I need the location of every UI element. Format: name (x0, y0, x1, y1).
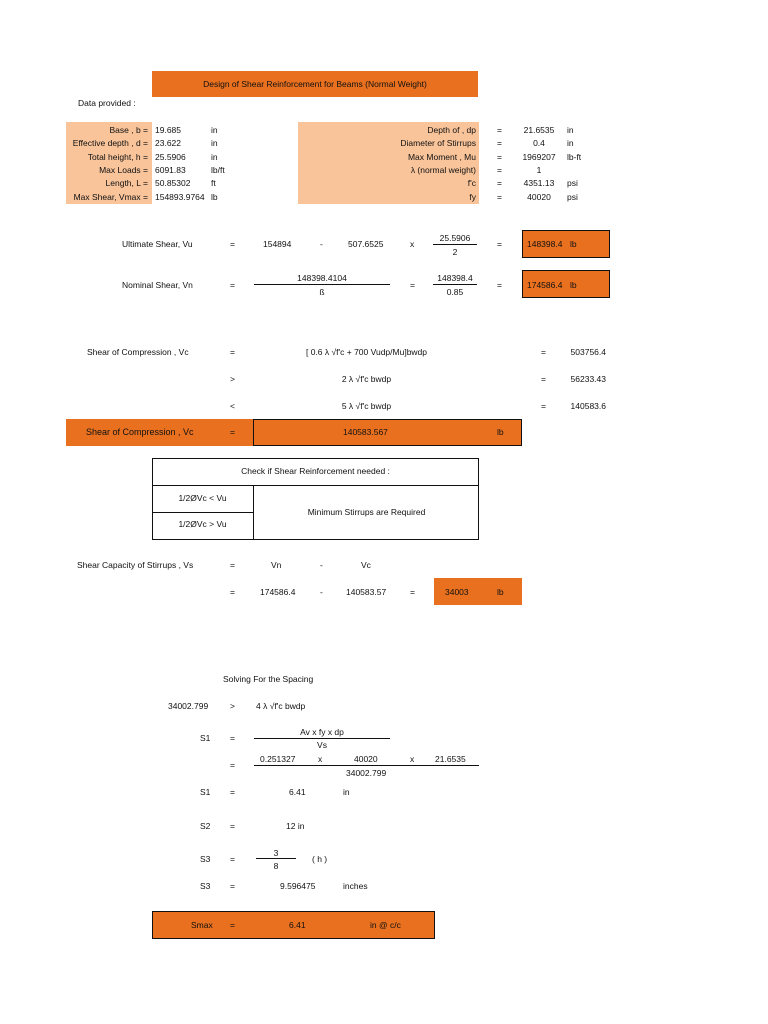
spacing-check-value: 34002.799 (168, 701, 209, 711)
s1b-eq: = (230, 760, 235, 770)
nominal-unit: lb (570, 280, 577, 290)
left-input-unit: in (211, 138, 218, 149)
check-header: Check if Shear Reinforcement needed : (241, 466, 390, 476)
compression-op: < (230, 401, 235, 411)
right-input-unit: in (567, 138, 574, 149)
ultimate-result: 148398.4 (527, 239, 563, 249)
s1b-av: 0.251327 (260, 754, 296, 764)
nominal-num: 148398.4104 (297, 273, 347, 283)
nominal-fraction-bar-2 (433, 284, 477, 285)
ultimate-v2: 507.6525 (348, 239, 384, 249)
left-input-value: 6091.83 (155, 164, 186, 175)
right-input-label: Max Moment , Mu (407, 151, 476, 162)
check-row-divider (152, 512, 254, 513)
compression-result-label: Shear of Compression , Vc (86, 427, 194, 437)
left-input-label: Total height, h = (87, 151, 148, 162)
right-input-eq: = (497, 178, 502, 189)
ultimate-shear-label: Ultimate Shear, Vu (122, 239, 193, 249)
nominal-eq: = (230, 280, 235, 290)
s1b-fraction-bar (254, 765, 479, 766)
stirrups-b-val: 140583.57 (346, 587, 387, 597)
stirrups-minus2: - (320, 587, 323, 597)
left-input-label: Base , b = (109, 125, 148, 135)
left-input-label: Effective depth , d = (72, 138, 148, 149)
right-input-unit: psi (567, 178, 578, 189)
compression-eq: = (541, 347, 546, 357)
stirrups-eq2: = (230, 587, 235, 597)
s3r-eq: = (230, 881, 235, 891)
s1-num: Av x fy x dp (300, 727, 344, 737)
smax-label: Smax (191, 920, 213, 930)
stirrups-label: Shear Capacity of Stirrups , Vs (77, 560, 194, 570)
ultimate-eq: = (230, 239, 235, 249)
stirrups-eq3: = (410, 587, 415, 597)
stirrups-unit: lb (497, 587, 504, 597)
left-input-value: 23.622 (155, 138, 181, 149)
compression-formula: 2 λ √f'c bwdp (341, 374, 392, 384)
stirrups-eq: = (230, 560, 235, 570)
nominal-result: 174586.4 (527, 280, 563, 290)
stirrups-a-val: 174586.4 (260, 587, 296, 597)
nominal-eq3: = (497, 280, 502, 290)
left-input-unit: in (211, 125, 218, 135)
s1-label: S1 (200, 733, 211, 743)
nominal-fraction-bar (254, 284, 390, 285)
right-input-eq: = (497, 151, 502, 162)
s2-eq: = (230, 821, 235, 831)
right-input-label: fy (469, 191, 476, 202)
compression-result-value: 140583.567 (343, 427, 388, 437)
ultimate-unit: lb (570, 239, 577, 249)
s2-value: 12 in (286, 821, 305, 831)
smax-eq: = (230, 920, 235, 930)
ultimate-v1: 154894 (263, 239, 292, 249)
s1r-label: S1 (200, 787, 211, 797)
left-input-value: 50.85302 (155, 178, 191, 189)
s1-eq: = (230, 733, 235, 743)
compression-result-eq: = (230, 427, 235, 437)
nominal-den2: 0.85 (446, 287, 464, 297)
left-input-label: Max Loads = (99, 164, 148, 175)
right-input-eq: = (497, 138, 502, 149)
s3-h: ( h ) (312, 854, 328, 864)
s3-eq: = (230, 854, 235, 864)
compression-label: Shear of Compression , Vc (87, 347, 189, 357)
left-input-value: 154893.9764 (155, 191, 205, 202)
s3-den: 8 (273, 861, 279, 871)
compression-value: 503756.4 (570, 347, 606, 357)
left-input-unit: lb (211, 191, 218, 202)
compression-value: 56233.43 (570, 374, 606, 384)
right-input-value: 21.6535 (523, 125, 555, 135)
nominal-shear-label: Nominal Shear, Vn (122, 280, 193, 290)
compression-result-unit: lb (497, 427, 504, 437)
s2-label: S2 (200, 821, 211, 831)
ultimate-times: x (410, 239, 415, 249)
right-input-value: 1 (536, 164, 542, 175)
s1b-fy: 40020 (354, 754, 378, 764)
s1-den: Vs (317, 740, 327, 750)
right-input-label: λ (normal weight) (410, 164, 476, 175)
spacing-check-formula: 4 λ √f'c bwdp (256, 701, 306, 711)
ultimate-fraction-bar (433, 244, 477, 245)
right-input-label: f'c (467, 178, 476, 189)
compression-op: > (230, 374, 235, 384)
page-title: Design of Shear Reinforcement for Beams (Normal Weight) (203, 79, 427, 89)
spacing-check-op: > (230, 701, 235, 711)
check-cond2: 1/2ØVc > Vu (178, 519, 227, 529)
right-input-value: 40020 (527, 191, 551, 202)
right-input-unit: psi (567, 191, 578, 202)
left-input-unit: lb/ft (211, 164, 225, 175)
s1r-value: 6.41 (289, 787, 306, 797)
right-input-label: Diameter of Stirrups (400, 138, 476, 149)
smax-unit: in @ c/c (370, 920, 401, 930)
right-input-value: 0.4 (533, 138, 545, 149)
title-banner (152, 71, 478, 97)
s3-num: 3 (273, 848, 279, 858)
compression-formula: 5 λ √f'c bwdp (341, 401, 392, 411)
s1b-x1: x (318, 754, 323, 764)
right-input-label: Depth of , dp (427, 125, 476, 135)
compression-op: = (230, 347, 235, 357)
right-input-unit: lb-ft (567, 151, 582, 162)
left-input-value: 25.5906 (155, 151, 186, 162)
compression-formula: [ 0.6 λ √f'c + 700 Vudp/Mu]bwdp (305, 347, 428, 357)
stirrups-a: Vn (271, 560, 282, 570)
s1b-x2: x (410, 754, 415, 764)
left-input-value: 19.685 (155, 125, 181, 135)
stirrups-b: Vc (361, 560, 371, 570)
left-input-unit: ft (211, 178, 216, 189)
smax-value: 6.41 (289, 920, 306, 930)
compression-eq: = (541, 374, 546, 384)
data-provided-label: Data provided : (78, 98, 136, 108)
s1b-den: 34002.799 (346, 768, 387, 778)
check-cond1: 1/2ØVc < Vu (178, 493, 227, 503)
ultimate-minus: - (320, 239, 323, 249)
stirrups-result: 34003 (445, 587, 469, 597)
s1b-dp: 21.6535 (435, 754, 466, 764)
s3r-unit: inches (343, 881, 368, 891)
ultimate-num: 25.5906 (439, 233, 471, 243)
left-input-label: Max Shear, Vmax = (73, 191, 148, 202)
s1r-unit: in (343, 787, 350, 797)
s3r-label: S3 (200, 881, 211, 891)
check-result: Minimum Stirrups are Required (307, 507, 426, 517)
nominal-num2: 148398.4 (437, 273, 473, 283)
s3r-value: 9.596475 (280, 881, 316, 891)
spacing-title: Solving For the Spacing (223, 674, 314, 684)
stirrups-minus: - (320, 560, 323, 570)
s3-label: S3 (200, 854, 211, 864)
s3-fraction-bar (256, 858, 296, 859)
ultimate-eq2: = (497, 239, 502, 249)
ultimate-den: 2 (452, 247, 458, 257)
nominal-den: ß (319, 287, 325, 297)
check-header-divider (152, 485, 479, 486)
compression-eq: = (541, 401, 546, 411)
right-input-value: 1969207 (522, 151, 556, 162)
s1r-eq: = (230, 787, 235, 797)
left-input-label: Length, L = (105, 178, 148, 189)
right-input-value: 4351.13 (523, 178, 555, 189)
nominal-eq2: = (410, 280, 415, 290)
right-input-unit: in (567, 125, 574, 135)
compression-value: 140583.6 (570, 401, 606, 411)
right-input-eq: = (497, 191, 502, 202)
left-input-unit: in (211, 151, 218, 162)
right-input-eq: = (497, 164, 502, 175)
s1-fraction-bar (254, 738, 390, 739)
right-input-eq: = (497, 125, 502, 135)
